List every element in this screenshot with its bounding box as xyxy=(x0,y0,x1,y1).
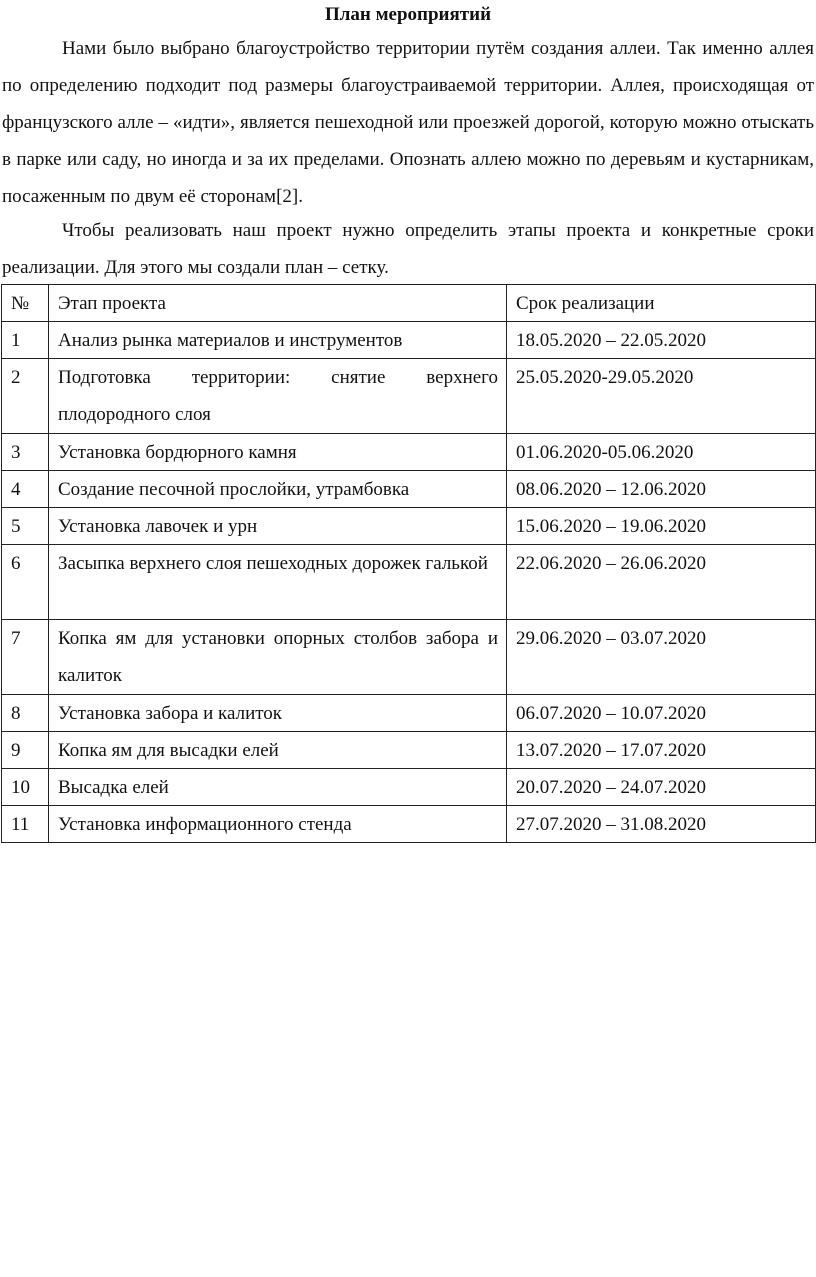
row-number: 3 xyxy=(2,434,49,471)
row-period: 18.05.2020 – 22.05.2020 xyxy=(507,322,816,359)
row-number: 9 xyxy=(2,732,49,769)
table-row xyxy=(2,695,816,732)
row-period: 15.06.2020 – 19.06.2020 xyxy=(507,508,816,545)
table-row xyxy=(2,620,816,695)
row-number: 7 xyxy=(2,620,49,695)
row-stage: Копка ям для установки опорных столбов забора и калиток xyxy=(49,620,507,695)
row-stage: Установка забора и калиток xyxy=(49,695,507,732)
row-stage: Установка бордюрного камня xyxy=(49,434,507,471)
header-number: № xyxy=(2,285,49,322)
row-stage: Установка информационного стенда xyxy=(49,806,507,843)
row-stage: Копка ям для высадки елей xyxy=(49,732,507,769)
header-stage: Этап проекта xyxy=(49,285,507,322)
row-period: 22.06.2020 – 26.06.2020 xyxy=(507,545,816,620)
row-stage: Высадка елей xyxy=(49,769,507,806)
row-stage: Установка лавочек и урн xyxy=(49,508,507,545)
table-row xyxy=(2,769,816,806)
table-header-row xyxy=(2,285,816,322)
row-number: 6 xyxy=(2,545,49,620)
table-row xyxy=(2,434,816,471)
row-period: 01.06.2020-05.06.2020 xyxy=(507,434,816,471)
row-number: 2 xyxy=(2,359,49,434)
row-period: 27.07.2020 – 31.08.2020 xyxy=(507,806,816,843)
row-number: 1 xyxy=(2,322,49,359)
paragraph-intro: Нами было выбрано благоустройство территории путём создания аллеи. Так именно аллея по определению подходит под размеры благоустраиваемой территории. Аллея, происходящая от французского алле – «идти», является пешеходной или проезжей дорогой, которую можно отыскать в парке или саду, но иногда и за их пределами. Опознать аллею можно по деревьям и кустарникам, посаженным по двум её сторонам[2]. xyxy=(2,38,814,207)
table-row xyxy=(2,359,816,434)
row-period: 08.06.2020 – 12.06.2020 xyxy=(507,471,816,508)
row-period: 13.07.2020 – 17.07.2020 xyxy=(507,732,816,769)
row-number: 10 xyxy=(2,769,49,806)
row-period: 25.05.2020-29.05.2020 xyxy=(507,359,816,434)
project-plan-table xyxy=(1,284,816,843)
row-period: 29.06.2020 – 03.07.2020 xyxy=(507,620,816,695)
row-period: 06.07.2020 – 10.07.2020 xyxy=(507,695,816,732)
row-stage: Анализ рынка материалов и инструментов xyxy=(49,322,507,359)
document-title: План мероприятий xyxy=(324,4,492,25)
row-number: 8 xyxy=(2,695,49,732)
row-period: 20.07.2020 – 24.07.2020 xyxy=(507,769,816,806)
row-stage: Засыпка верхнего слоя пешеходных дорожек галькой xyxy=(49,545,507,620)
header-period: Срок реализации xyxy=(507,285,816,322)
row-number: 5 xyxy=(2,508,49,545)
table-row xyxy=(2,806,816,843)
row-number: 11 xyxy=(2,806,49,843)
table-row xyxy=(2,508,816,545)
table-row xyxy=(2,471,816,508)
row-stage: Создание песочной прослойки, утрамбовка xyxy=(49,471,507,508)
table-row xyxy=(2,545,816,620)
paragraph-plan: Чтобы реализовать наш проект нужно определить этапы проекта и конкретные сроки реализации. Для этого мы создали план – сетку. xyxy=(2,220,814,278)
row-stage: Подготовка территории: снятие верхнего плодородного слоя xyxy=(49,359,507,434)
row-number: 4 xyxy=(2,471,49,508)
table-row xyxy=(2,732,816,769)
table-row xyxy=(2,322,816,359)
